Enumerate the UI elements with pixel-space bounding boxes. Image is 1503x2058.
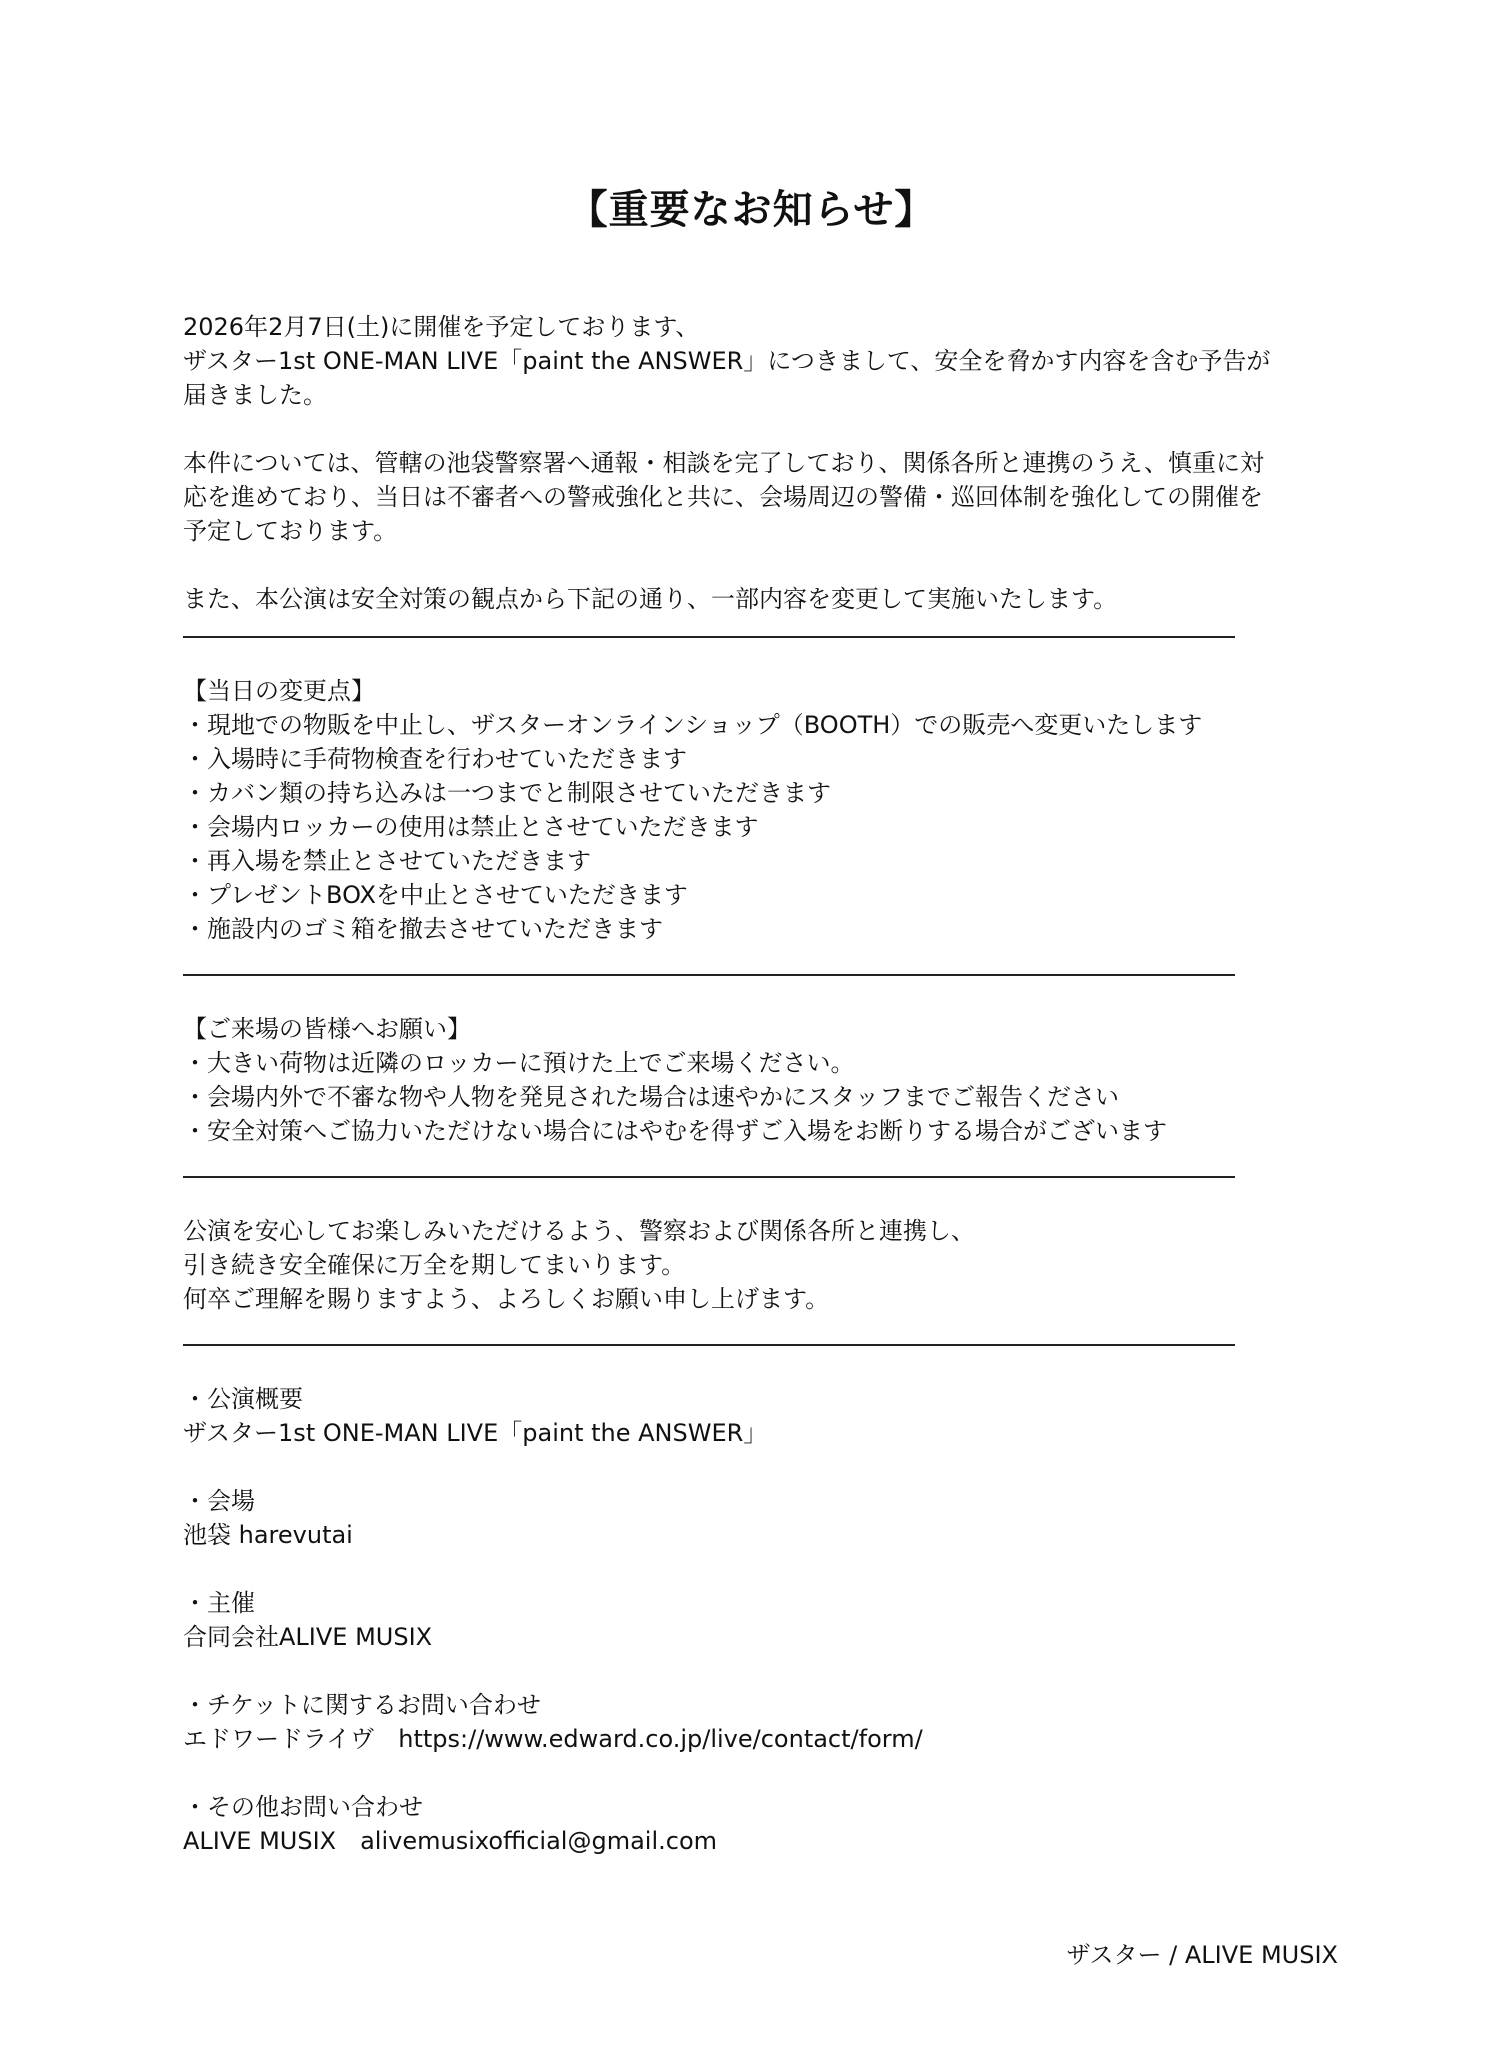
text-line: ザスター1st ONE-MAN LIVE「paint the ANSWER」につきまして、安全を脅かす内容を含む予告が xyxy=(183,347,1271,375)
text-line: 引き続き安全確保に万全を期してまいります。 xyxy=(183,1251,686,1279)
list-item: ・会場内ロッカーの使用は禁止とさせていただきます xyxy=(183,813,759,841)
info-value-organizer: 合同会社ALIVE MUSIX xyxy=(183,1623,433,1651)
response-paragraph xyxy=(183,446,1343,548)
list-item: ・プレゼントBOXを中止とさせていただきます xyxy=(183,881,688,909)
divider xyxy=(183,1176,1235,1178)
changes-section xyxy=(183,674,1343,946)
text-line: 公演を安心してお楽しみいただけるよう、警察および関係各所と連携し、 xyxy=(183,1217,975,1245)
event-info xyxy=(183,1382,1343,1858)
info-value-overview: ザスター1st ONE-MAN LIVE「paint the ANSWER」 xyxy=(183,1419,768,1447)
list-item: ・再入場を禁止とさせていただきます xyxy=(183,847,591,875)
divider xyxy=(183,974,1235,976)
text-line: 本件については、管轄の池袋警察署へ通報・相談を完了しており、関係各所と連携のうえ、慎重に対 xyxy=(183,449,1264,477)
text-line: 届きました。 xyxy=(183,381,327,409)
list-item: ・大きい荷物は近隣のロッカーに預けた上でご来場ください。 xyxy=(183,1049,855,1077)
section-heading: 【当日の変更点】 xyxy=(183,677,375,705)
page-title: 【重要なお知らせ】 xyxy=(567,187,936,233)
info-value-venue: 池袋 harevutai xyxy=(183,1521,353,1549)
requests-section xyxy=(183,1012,1343,1148)
text-line: また、本公演は安全対策の観点から下記の通り、一部内容を変更して実施いたします。 xyxy=(183,585,1118,613)
change-notice-paragraph xyxy=(183,582,1343,616)
info-value-other: ALIVE MUSIX alivemusixofficial@gmail.com xyxy=(183,1827,718,1855)
info-label-overview: ・公演概要 xyxy=(183,1385,303,1413)
signature: ザスター / ALIVE MUSIX xyxy=(1066,1941,1338,1969)
text-line: 応を進めており、当日は不審者への警戒強化と共に、会場周辺の警備・巡回体制を強化しての開催を xyxy=(183,483,1263,511)
closing-paragraph xyxy=(183,1214,1343,1316)
list-item: ・会場内外で不審な物や人物を発見された場合は速やかにスタッフまでご報告ください xyxy=(183,1083,1119,1111)
list-item: ・現地での物販を中止し、ザスターオンラインショップ（BOOTH）での販売へ変更いたします xyxy=(183,711,1203,739)
notice-body xyxy=(183,310,1343,1858)
list-item: ・入場時に手荷物検査を行わせていただきます xyxy=(183,745,687,773)
intro-paragraph xyxy=(183,310,1343,412)
list-item: ・カバン類の持ち込みは一つまでと制限させていただきます xyxy=(183,779,831,807)
info-value-ticket: エドワードライヴ https://www.edward.co.jp/live/contact/form/ xyxy=(183,1725,923,1753)
list-item: ・施設内のゴミ箱を撤去させていただきます xyxy=(183,915,663,943)
list-item: ・安全対策へご協力いただけない場合にはやむを得ずご入場をお断りする場合がございます xyxy=(183,1117,1167,1145)
text-line: 2026年2月7日(土)に開催を予定しております、 xyxy=(183,313,700,341)
divider xyxy=(183,1344,1235,1346)
divider xyxy=(183,636,1235,638)
info-label-organizer: ・主催 xyxy=(183,1589,255,1617)
section-heading: 【ご来場の皆様へお願い】 xyxy=(183,1015,471,1043)
info-label-ticket: ・チケットに関するお問い合わせ xyxy=(183,1691,541,1719)
info-label-venue: ・会場 xyxy=(183,1487,255,1515)
text-line: 何卒ご理解を賜りますよう、よろしくお願い申し上げます。 xyxy=(183,1285,830,1313)
text-line: 予定しております。 xyxy=(183,517,398,545)
info-label-other: ・その他お問い合わせ xyxy=(183,1793,423,1821)
